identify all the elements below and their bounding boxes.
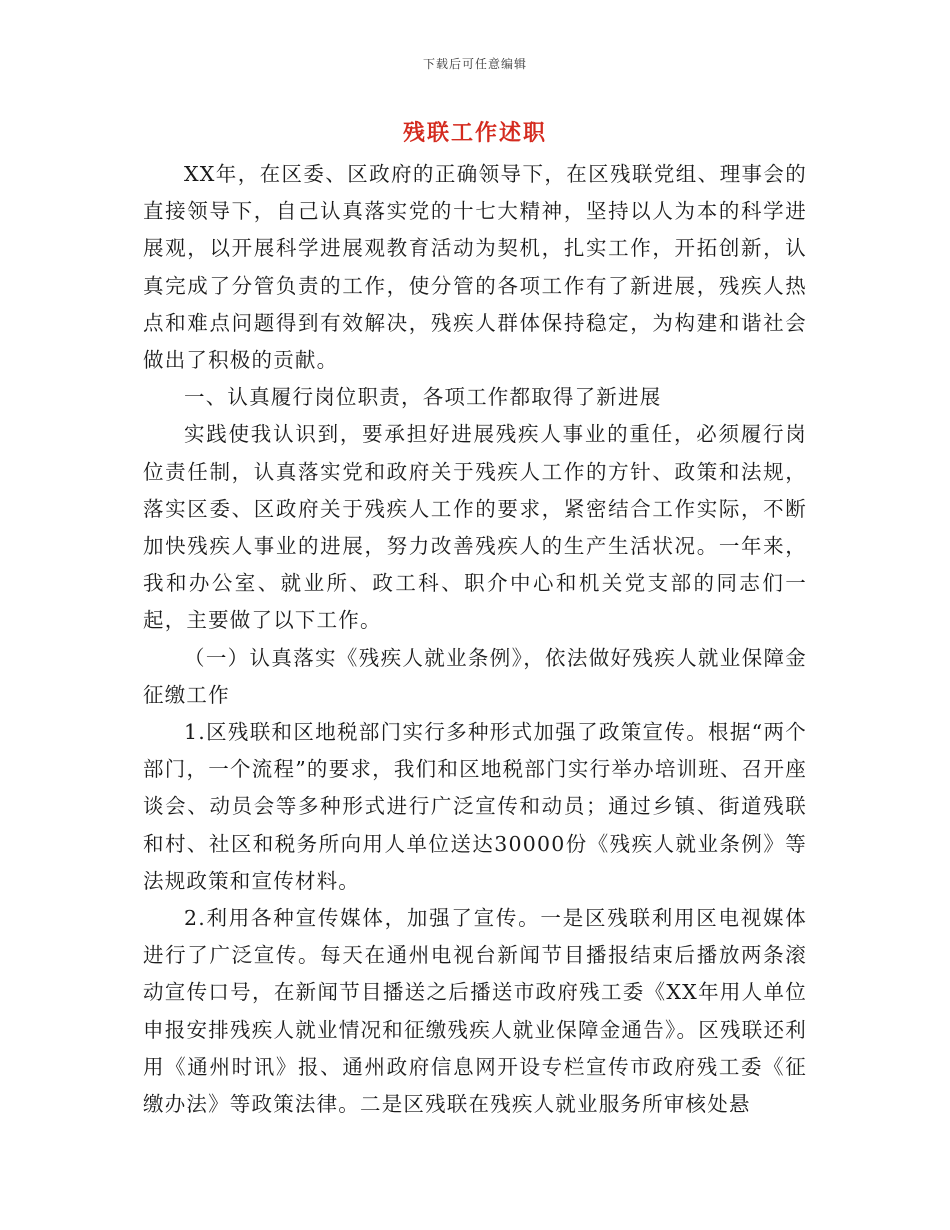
- header-note: 下载后可任意编辑: [422, 57, 527, 71]
- paragraph-item-2: 2.利用各种宣传媒体，加强了宣传。一是区残联利用区电视媒体进行了广泛宣传。每天在通州电视台新闻节目播报结束后播放两条滚动宣传口号，在新闻节目播送之后播送市政府残工委《XX年用人单位申报安排残疾人就业情况和征缴残疾人就业保障金通告》。区残联还利用《通州时讯》报、通州政府信息网开设专栏宣传市政府残工委《征缴办法》等政策法律。二是区残联在残疾人就业服务所审核处悬: [143, 906, 807, 1117]
- paragraph-intro: XX年，在区委、区政府的正确领导下，在区残联党组、理事会的直接领导下，自己认真落实党的十七大精神，坚持以人为本的科学进展观，以开展科学进展观教育活动为契机，扎实工作，开拓创新，认真完成了分管负责的工作，使分管的各项工作有了新进展，残疾人热点和难点问题得到有效解决，残疾人群体保持稳定，为构建和谐社会做出了积极的贡献。: [143, 162, 807, 373]
- section-heading-1: 一、认真履行岗位职责，各项工作都取得了新进展: [184, 385, 662, 410]
- subsection-heading-1: （一）认真落实《残疾人就业条例》，依法做好残疾人就业保障金征缴工作: [143, 645, 807, 707]
- paragraph-item-1: 1.区残联和区地税部门实行多种形式加强了政策宣传。根据“两个部门，一个流程”的要求，我们和区地税部门实行举办培训班、召开座谈会、动员会等多种形式进行广泛宣传和动员；通过乡镇、街道残联和村、社区和税务所向用人单位送达30000份《残疾人就业条例》等法规政策和宣传材料。: [143, 720, 807, 893]
- paragraph-practice: 实践使我认识到，要承担好进展残疾人事业的重任，必须履行岗位责任制，认真落实党和政府关于残疾人工作的方针、政策和法规，落实区委、区政府关于残疾人工作的要求，紧密结合工作实际，不断加快残疾人事业的进展，努力改善残疾人的生产生活状况。一年来，我和办公室、就业所、政工科、职介中心和机关党支部的同志们一起，主要做了以下工作。: [143, 422, 807, 633]
- document-body: [143, 156, 807, 1123]
- document-title: 残联工作述职: [402, 120, 547, 146]
